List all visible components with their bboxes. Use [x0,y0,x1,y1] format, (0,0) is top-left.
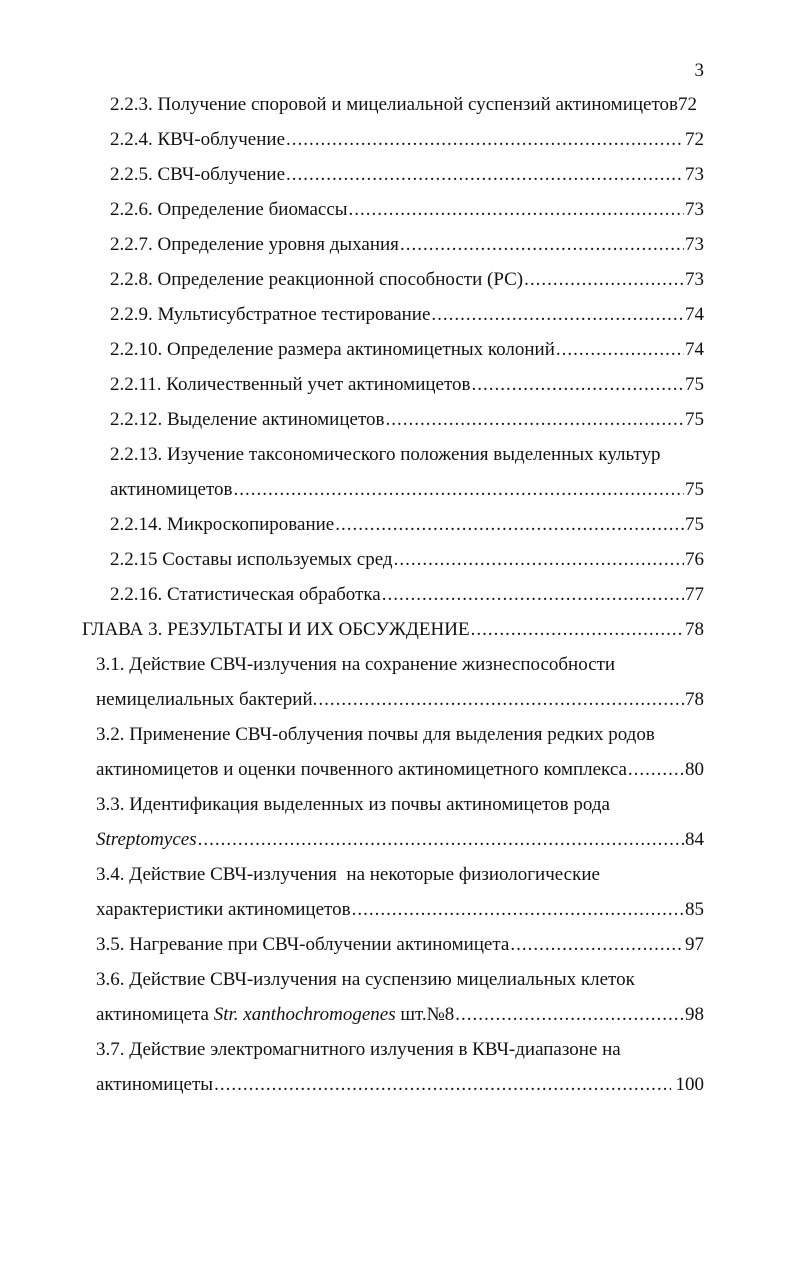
toc-entry-label: актиномицеты [96,1074,214,1095]
toc-entry [110,160,704,190]
toc-entry [110,300,704,330]
toc-entry [110,125,704,155]
toc-entry-label: Streptomyces [96,829,197,850]
toc-entry-label: 2.2.6. Определение биомассы [110,199,348,220]
toc-entry-page: 73 [685,269,704,290]
toc-entry-page: 75 [685,409,704,430]
toc-leader [455,1000,684,1030]
toc-entry-label: 2.2.5. СВЧ-облучение [110,164,286,185]
toc-leader [431,300,684,330]
toc-entry-page: 100 [675,1074,704,1095]
toc-chapter-entry [82,615,704,645]
toc-entry-label: 2.2.14. Микроскопирование [110,514,335,535]
toc-entry-label: актиномицетов и оценки почвенного актиномицетного комплекса [96,759,627,780]
toc-entry [110,510,704,540]
toc-entry [110,90,704,120]
toc-entry-page: 85 [685,899,704,920]
toc-entry-label: 2.2.16. Статистическая обработка [110,584,381,605]
toc-entry-label [96,1000,454,1030]
toc-entry-page: 74 [685,339,704,360]
page-number: 3 [694,60,704,81]
toc-entry-page: 72 [685,129,704,150]
toc-entry-label: ГЛАВА 3. РЕЗУЛЬТАТЫ И ИХ ОБСУЖДЕНИЕ [82,619,470,640]
toc-entry-label: характеристики актиномицетов [96,899,351,920]
toc-entry-page: 84 [685,829,704,850]
toc-entry-page: 73 [685,199,704,220]
toc-leader [471,370,684,400]
label-prefix: актиномицета [96,1004,214,1025]
toc-entry-page: 74 [685,304,704,325]
toc-entry [110,405,704,435]
toc-entry [110,580,704,610]
toc-entry-label: немицелиальных бактерий. [96,689,318,710]
toc-entry [110,475,704,505]
toc-leader [352,895,684,925]
toc-entry [110,335,704,365]
toc-leader [471,615,684,645]
toc-entry-page: 97 [685,934,704,955]
toc-leader [382,580,684,610]
toc-leader [524,265,684,295]
toc-entry-page: 73 [685,234,704,255]
toc-entry-label: 2.2.7. Определение уровня дыхания [110,234,399,255]
toc-entry-page: 72 [678,94,697,115]
toc-entry-label: 2.2.8. Определение реакционной способности (РС) [110,269,524,290]
toc-leader [385,405,684,435]
toc-entry [110,545,704,575]
toc-entry-line1: 2.2.13. Изучение таксономического положения выделенных культур [110,444,661,465]
toc-leader [234,475,684,505]
toc-leader [286,160,684,190]
toc-entry-page: 80 [685,759,704,780]
toc-entry [110,370,704,400]
toc-entry-line1: 3.6. Действие СВЧ-излучения на суспензию мицелиальных клеток [96,969,635,990]
toc-entry [110,195,704,225]
toc-leader [198,825,684,855]
toc-entry-label: 2.2.15 Составы используемых сред [110,549,393,570]
toc-entry-page: 78 [685,619,704,640]
toc-leader [214,1070,670,1100]
toc-entry [96,1000,704,1030]
toc-entry [96,755,704,785]
toc-leader [286,125,684,155]
toc-leader [349,195,684,225]
toc-entry-label: 2.2.11. Количественный учет актиномицетов [110,374,471,395]
toc-entry [96,825,704,855]
toc-entry-label: 3.5. Нагревание при СВЧ-облучении актиномицета [96,934,510,955]
toc-entry-line1: 3.7. Действие электромагнитного излучения в КВЧ-диапазоне на [96,1039,621,1060]
toc-entry-page: 75 [685,514,704,535]
toc-leader [318,685,684,715]
toc-entry [110,230,704,260]
toc-entry-label: 2.2.4. КВЧ-облучение [110,129,286,150]
toc-entry-label: 2.2.12. Выделение актиномицетов [110,409,385,430]
toc-entry-line1: 3.3. Идентификация выделенных из почвы актиномицетов рода [96,794,610,815]
toc-entry-page: 77 [685,584,704,605]
toc-entry [110,265,704,295]
toc-entry-label: 2.2.10. Определение размера актиномицетных колоний [110,339,555,360]
toc-entry-page: 75 [685,374,704,395]
toc-entry [96,930,704,960]
toc-entry-line1: 3.1. Действие СВЧ-излучения на сохранение жизнеспособности [96,654,616,675]
species-name: Str. xanthochromogenes [213,1004,396,1025]
toc-entry-page: 75 [685,479,704,500]
toc-entry-line1: 3.2. Применение СВЧ-облучения почвы для выделения редких родов [96,724,655,745]
toc-entry-page: 78 [685,689,704,710]
toc-entry-label: 2.2.3. Получение споровой и мицелиальной суспензий актиномицетов [110,94,678,115]
toc-leader [628,755,684,785]
toc-leader [335,510,684,540]
toc-entry-label: 2.2.9. Мультисубстратное тестирование [110,304,431,325]
toc-entry-page: 73 [685,164,704,185]
toc-leader [400,230,684,260]
toc-leader [394,545,684,575]
toc-entry [96,1070,704,1100]
toc-entry-label: актиномицетов [110,479,233,500]
toc-leader [556,335,684,365]
toc-entry [96,685,704,715]
toc-entry-page: 98 [685,1004,704,1025]
toc-entry-page: 76 [685,549,704,570]
label-suffix: шт.№8 [395,1004,455,1025]
toc-entry [96,895,704,925]
toc-leader [510,930,684,960]
toc-entry-line1: 3.4. Действие СВЧ-излучения на некоторые физиологические [96,864,600,885]
